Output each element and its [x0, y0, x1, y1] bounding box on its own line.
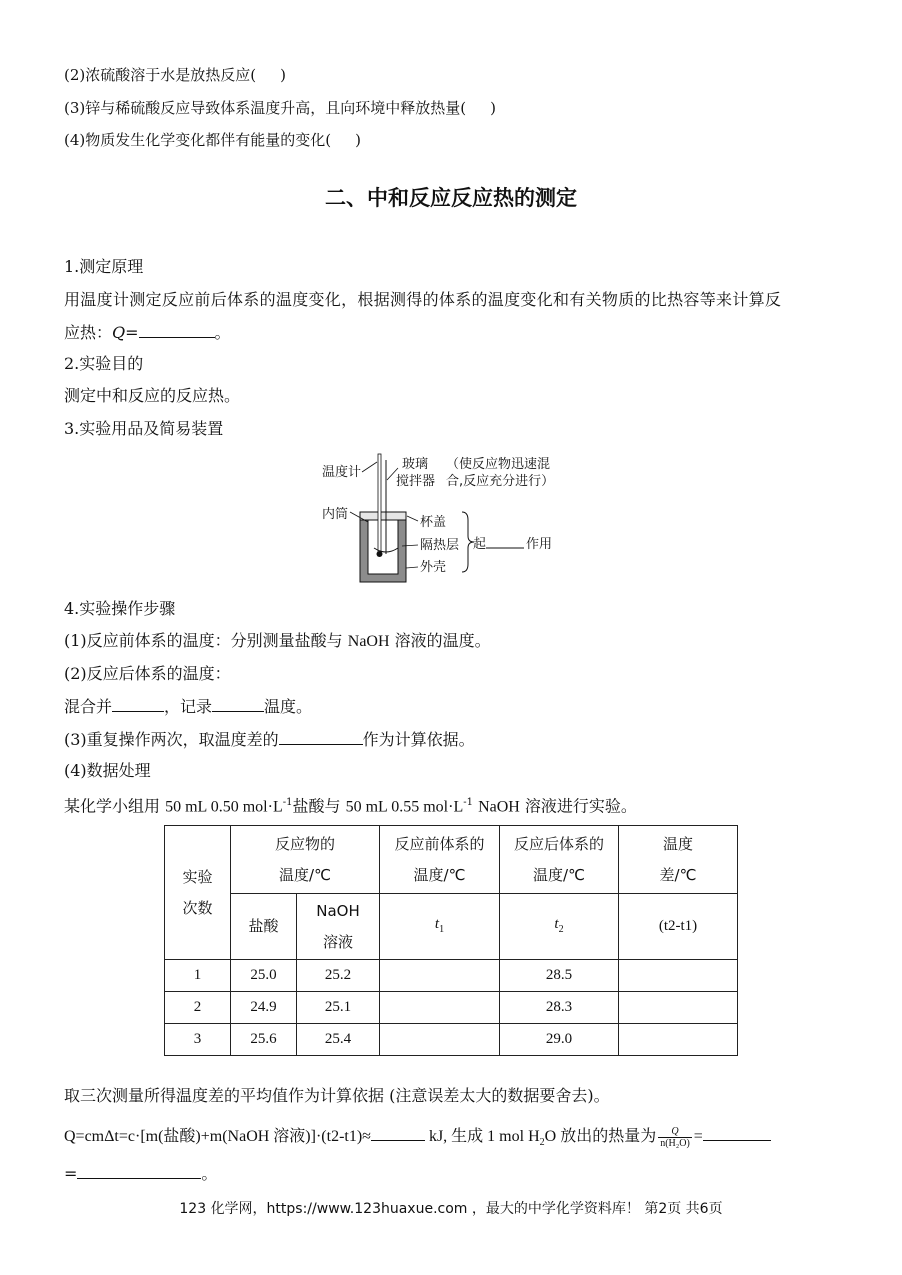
calc-formula	[64, 1124, 771, 1154]
formula-sub: 2	[539, 1137, 545, 1149]
cell-hcl: 25.6	[231, 1024, 297, 1056]
formula-a: Q=cmΔt=c·[m(盐酸)+m(NaOH 溶液)]·(t2-t1)≈	[64, 1128, 371, 1145]
cell-naoh: 25.4	[297, 1024, 380, 1056]
header-reactant-2: 温度/℃	[279, 865, 331, 884]
page-footer: 123 化学网，https://www.123huaxue.com ，最大的中学化学资料库！ 第2页 共6页	[179, 1201, 723, 1217]
step-3-b: 作为计算依据。	[362, 730, 475, 749]
t1-symbol: t	[434, 915, 440, 932]
desc-d: 50 mL 0.55 mol·L	[345, 798, 464, 816]
cell-diff	[619, 992, 738, 1024]
header-t1	[380, 894, 500, 960]
step-2b-c: 温度。	[264, 697, 313, 716]
result-equals: =	[64, 1164, 78, 1183]
desc-sup-1: -1	[282, 797, 293, 808]
table-row	[165, 992, 738, 1024]
step-3-blank	[279, 728, 363, 745]
header-diff-1: 温度	[662, 834, 693, 853]
label-role-post: 作用	[526, 537, 553, 552]
label-stirrer-2: 搅拌器	[396, 474, 436, 489]
purpose-text: 测定中和反应的反应热。	[64, 386, 241, 405]
principle-blank	[139, 321, 215, 338]
principle-line2	[64, 321, 231, 344]
table-row	[165, 1024, 738, 1056]
formula-c: O 放出的热量为	[544, 1128, 657, 1145]
label-note-1: （使反应物迅速混	[446, 457, 551, 472]
header-trial-1: 实验	[182, 867, 213, 886]
header-naoh-1: NaOH	[316, 901, 360, 920]
judge-text-2: (2)浓硫酸溶于水是放热反应(	[64, 66, 257, 84]
label-stirrer-1: 玻璃	[402, 457, 429, 472]
cell-before	[380, 992, 500, 1024]
header-naoh	[297, 894, 380, 960]
formula-equals: =	[693, 1128, 703, 1145]
label-lid: 杯盖	[420, 515, 447, 530]
formula-b: kJ, 生成 1 mol H	[424, 1128, 540, 1145]
step-1-pre: (1)反应前体系的温度：分别测量盐酸与	[64, 631, 343, 650]
principle-heading: 1.测定原理	[64, 257, 144, 276]
formula-blank-1	[371, 1124, 425, 1141]
steps-heading: 4.实验操作步骤	[64, 599, 176, 618]
step-1-post: 溶液的温度。	[394, 631, 491, 650]
cell-before	[380, 960, 500, 992]
calorimeter-diagram	[310, 450, 610, 590]
label-role-pre: 起	[473, 537, 487, 552]
cell-diff	[619, 1024, 738, 1056]
desc-e: NaOH	[478, 798, 520, 816]
judge-text-4: (4)物质发生化学变化都伴有能量的变化(	[64, 131, 332, 149]
t2-symbol: t	[554, 915, 559, 932]
desc-sup-2: -1	[463, 797, 473, 808]
header-t2	[500, 894, 619, 960]
step-1-naoh: NaOH	[347, 633, 390, 650]
step-1	[64, 630, 491, 653]
inner-cup	[368, 518, 398, 574]
label-thermometer: 温度计	[322, 465, 362, 480]
header-trial-2: 次数	[182, 898, 213, 917]
table-row	[165, 960, 738, 992]
result-period: 。	[201, 1164, 218, 1183]
header-before-2: 温度/℃	[413, 865, 466, 884]
step-3	[64, 728, 475, 751]
cell-after: 28.5	[500, 960, 619, 992]
step-2b-blank-2	[212, 695, 264, 712]
header-reactant-1: 反应物的	[274, 834, 335, 853]
cell-after: 29.0	[500, 1024, 619, 1056]
label-insulation: 隔热层	[420, 538, 460, 553]
formula-blank-2	[703, 1124, 771, 1141]
label-shell: 外壳	[420, 560, 447, 575]
step-2b	[64, 695, 312, 718]
cell-n: 3	[165, 1024, 231, 1056]
calc-result	[64, 1162, 217, 1185]
principle-prefix: 应热：	[64, 323, 113, 342]
step-2: (2)反应后体系的温度：	[64, 664, 231, 683]
step-4: (4)数据处理	[64, 761, 151, 780]
judge-close-3: )	[490, 99, 496, 117]
t1-sub: 1	[439, 923, 445, 935]
cell-naoh: 25.1	[297, 992, 380, 1024]
section-title: 二、中和反应反应热的测定	[325, 186, 577, 210]
header-after-2: 温度/℃	[533, 865, 585, 884]
cell-after: 28.3	[500, 992, 619, 1024]
judge-item-4	[64, 129, 361, 151]
cell-hcl: 24.9	[231, 992, 297, 1024]
judge-item-2	[64, 64, 286, 86]
judge-close-2: )	[280, 66, 286, 84]
apparatus-heading: 3.实验用品及简易装置	[64, 419, 224, 438]
step-2b-a: 混合并	[64, 697, 113, 716]
header-diff-2: 差/℃	[659, 865, 697, 884]
step-3-a: (3)重复操作两次，取温度差的	[64, 730, 279, 749]
header-after	[500, 826, 619, 894]
judge-close-4: )	[355, 131, 361, 149]
header-tdiff: (t2-t1)	[619, 894, 738, 960]
cell-n: 1	[165, 960, 231, 992]
fraction-numerator: Q	[658, 1126, 692, 1138]
header-hcl: 盐酸	[231, 894, 297, 960]
cell-before	[380, 1024, 500, 1056]
header-trial	[165, 826, 231, 960]
cup-lid	[360, 512, 406, 520]
desc-f: 溶液进行实验。	[524, 796, 637, 816]
principle-line1: 用温度计测定反应前后体系的温度变化，根据测得的体系的温度变化和有关物质的比热容等来计算反	[64, 290, 782, 309]
step-2b-b: ，记录	[164, 697, 213, 716]
judge-text-3: (3)锌与稀硫酸反应导致体系温度升高，且向环境中释放热量(	[64, 99, 467, 117]
cell-n: 2	[165, 992, 231, 1024]
cell-naoh: 25.2	[297, 960, 380, 992]
label-inner: 内筒	[322, 507, 349, 522]
cell-hcl: 25.0	[231, 960, 297, 992]
cell-diff	[619, 960, 738, 992]
step-4-desc	[64, 792, 637, 818]
fraction	[658, 1126, 692, 1149]
header-after-1: 反应后体系的	[513, 834, 604, 853]
header-before-1: 反应前体系的	[394, 834, 485, 853]
label-note-2: 合,反应充分进行）	[446, 474, 555, 489]
desc-c: 盐酸与	[292, 796, 341, 816]
desc-b: 50 mL 0.50 mol·L	[165, 798, 283, 816]
header-diff	[619, 826, 738, 894]
calc-average: 取三次测量所得温度差的平均值作为计算依据 (注意误差太大的数据要舍去)。	[64, 1086, 610, 1105]
result-blank	[77, 1162, 201, 1179]
step-2b-blank-1	[112, 695, 164, 712]
header-before	[380, 826, 500, 894]
desc-a: 某化学小组用	[64, 796, 161, 816]
judge-item-3	[64, 97, 496, 119]
fraction-denominator: n(H₂O)	[660, 1137, 690, 1149]
header-naoh-2: 溶液	[322, 932, 353, 951]
equals-sign: =	[125, 323, 139, 342]
t2-sub: 2	[558, 923, 564, 935]
q-variable: Q	[112, 323, 126, 342]
thermometer-icon	[378, 454, 381, 554]
purpose-heading: 2.实验目的	[64, 354, 144, 373]
header-reactant	[231, 826, 380, 894]
experiment-table	[164, 825, 738, 1056]
principle-period: 。	[214, 323, 231, 342]
